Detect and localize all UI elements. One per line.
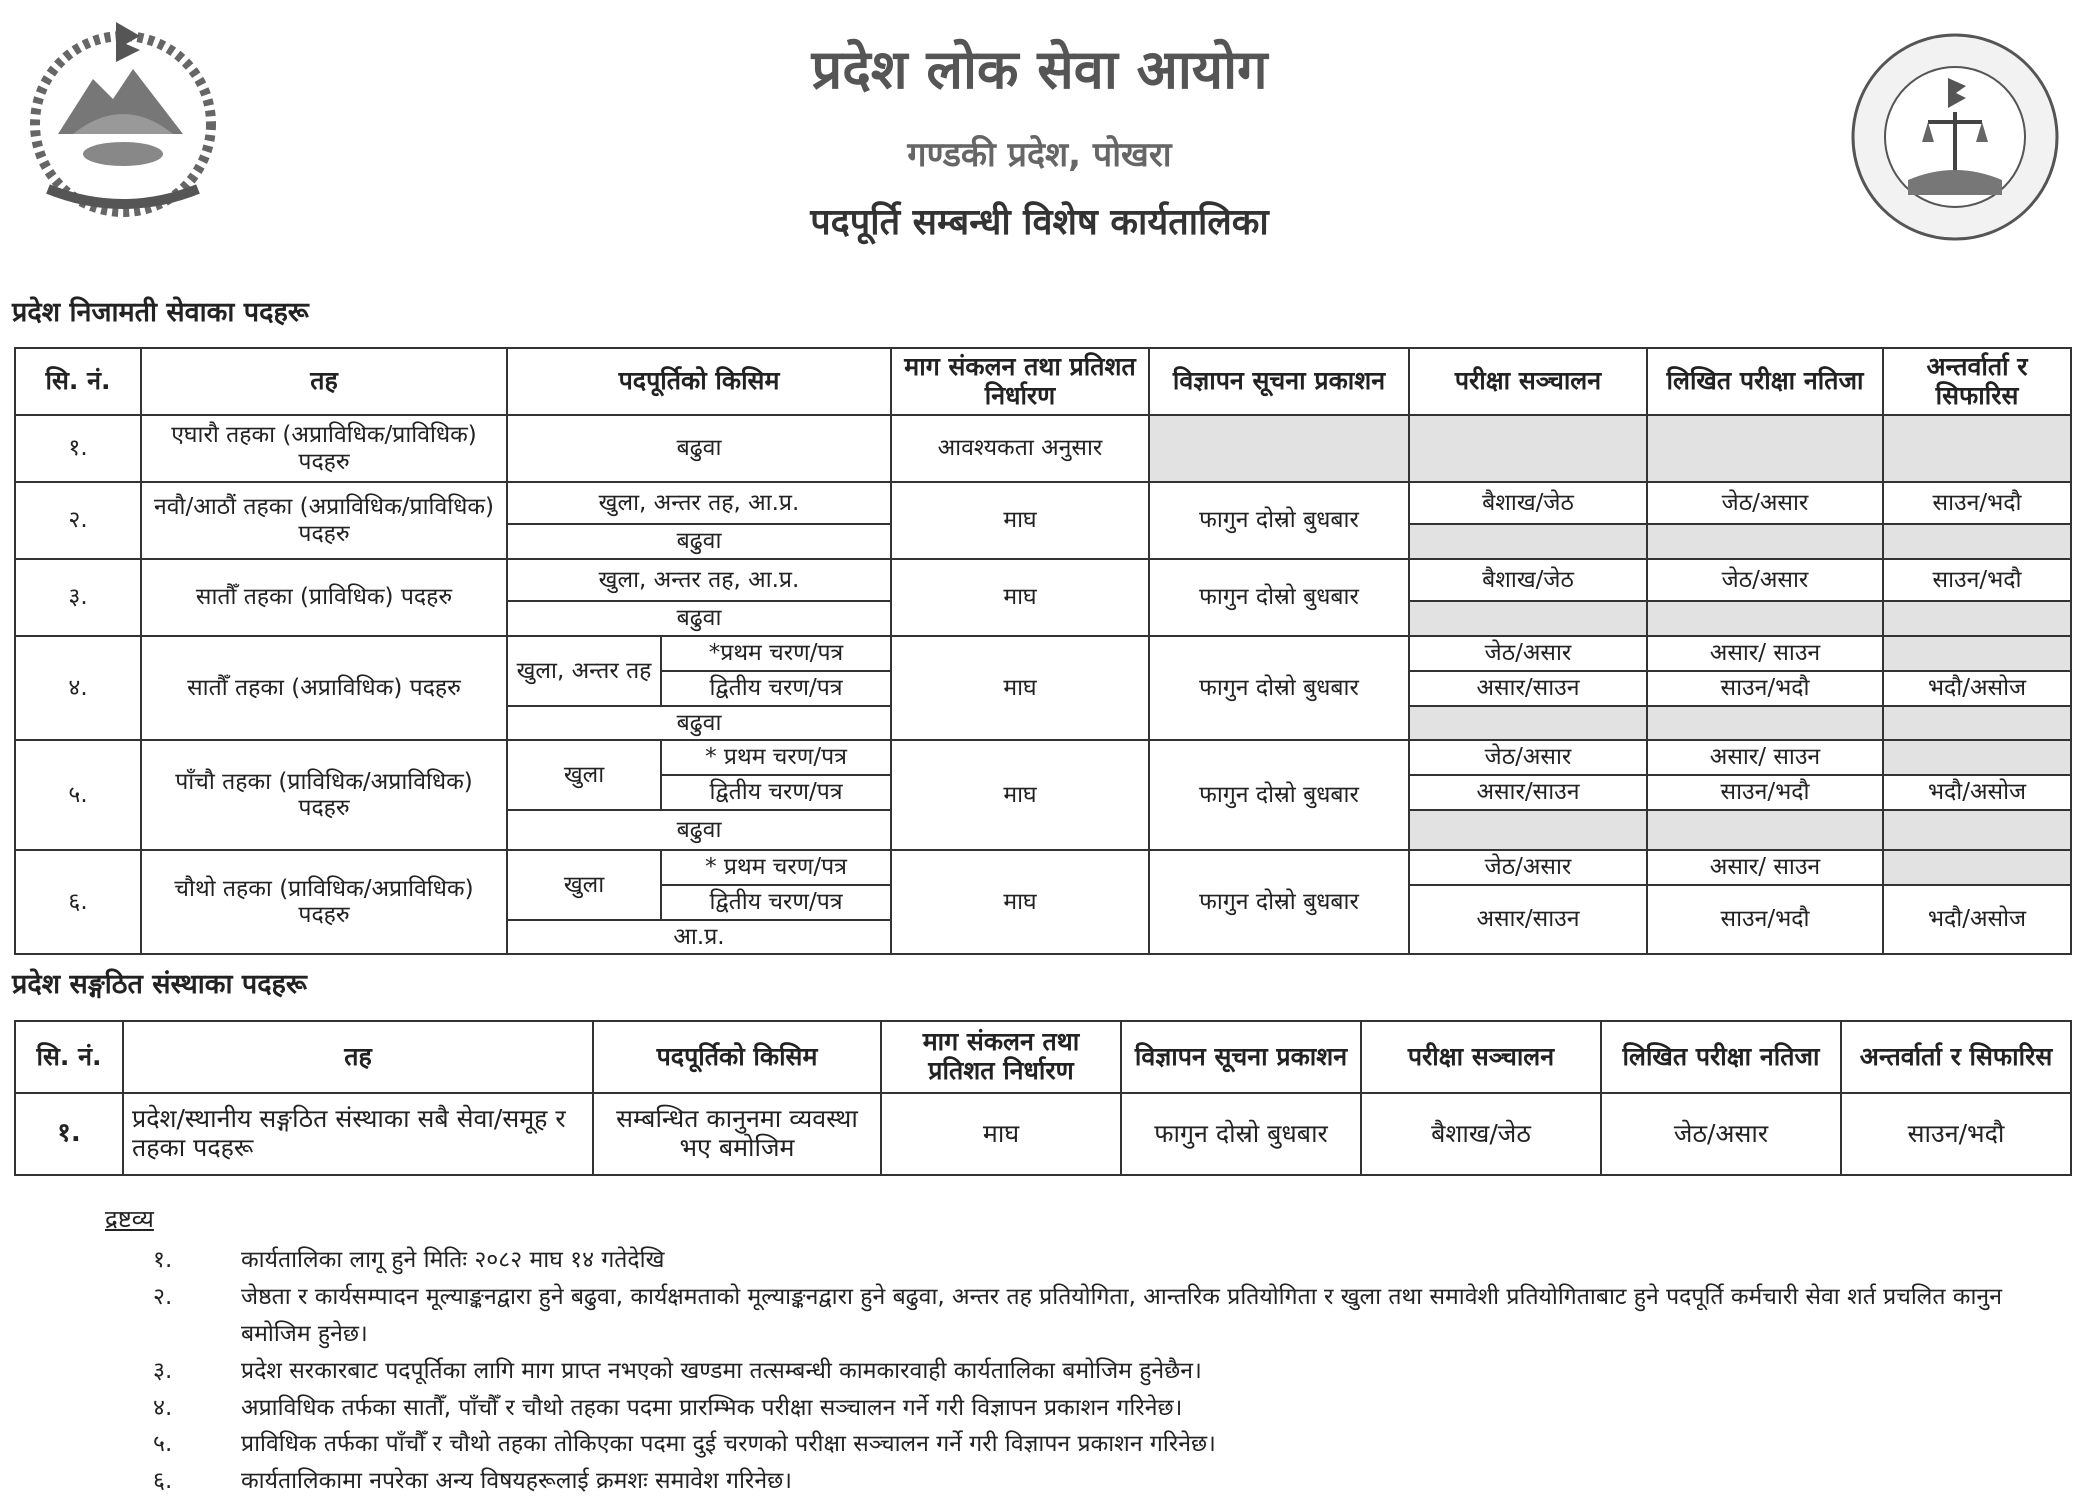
cell-demand: माघ	[891, 482, 1149, 559]
cell-empty	[1883, 415, 2071, 482]
col-header: अन्तर्वार्ता र सिफारिस	[1841, 1021, 2071, 1093]
cell-demand: माघ	[891, 740, 1149, 850]
cell-advert: फागुन दोस्रो बुधबार	[1149, 636, 1409, 740]
note-number: १.	[153, 1247, 173, 1274]
cell-type: बढुवा	[507, 524, 891, 559]
col-header: परीक्षा सञ्चालन	[1409, 348, 1647, 415]
note-text: कार्यतालिका लागू हुने मितिः २०८२ माघ १४ गतेदेखि	[241, 1247, 665, 1274]
note-number: ४.	[153, 1394, 173, 1421]
col-header: माग संकलन तथा प्रतिशत निर्धारण	[881, 1021, 1121, 1093]
col-header: लिखित परीक्षा नतिजा	[1601, 1021, 1841, 1093]
cell-result: साउन/भदौ	[1647, 775, 1883, 810]
page-subtitle: गण्डकी प्रदेश, पोखरा	[907, 135, 1172, 175]
col-header: तह	[123, 1021, 593, 1093]
cell-type-open: खुला	[507, 850, 661, 920]
cell-exam: बैशाख/जेठ	[1409, 482, 1647, 524]
table-row	[15, 850, 2071, 885]
cell-demand: माघ	[891, 850, 1149, 954]
organized-institutions-table	[14, 1020, 2072, 1176]
table-row	[15, 559, 2071, 601]
cell-empty	[1883, 850, 2071, 885]
cell-empty	[1883, 740, 2071, 775]
note-item	[105, 1463, 2065, 1500]
col-header: पदपूर्तिको किसिम	[507, 348, 891, 415]
cell-stage: * प्रथम चरण/पत्र	[661, 740, 891, 775]
cell-exam: जेठ/असार	[1409, 636, 1647, 671]
cell-demand: माघ	[881, 1093, 1121, 1175]
cell-empty	[1883, 810, 2071, 850]
col-header: पदपूर्तिको किसिम	[593, 1021, 881, 1093]
cell-advert: फागुन दोस्रो बुधबार	[1149, 740, 1409, 850]
notes-section	[105, 1200, 2065, 1500]
cell-result: असार/ साउन	[1647, 740, 1883, 775]
cell-demand: माघ	[891, 636, 1149, 740]
cell-stage: *प्रथम चरण/पत्र	[661, 636, 891, 671]
note-text: जेष्ठता र कार्यसम्पादन मूल्याङ्कनद्वारा हुने बढुवा, कार्यक्षमताको मूल्याङ्कनद्वारा हुने बढुवा, अन्तर तह प्रतियोगिता, आन्तरिक प्रतियोगिता र खुला तथा समावेशी प्रतियोगिताबाट हुने पदपूर्ति कर्मचारी सेवा शर्त प्रचलित कानुन बमोजिम हुनेछ।	[241, 1284, 2002, 1347]
col-header: विज्ञापन सूचना प्रकाशन	[1121, 1021, 1361, 1093]
cell-exam: जेठ/असार	[1409, 850, 1647, 885]
cell-sn: १.	[15, 415, 141, 482]
cell-level: एघारौ तहका (अप्राविधिक/प्राविधिक) पदहरु	[141, 415, 507, 482]
cell-level: नवौ/आठौं तहका (अप्राविधिक/प्राविधिक) पदहरु	[141, 482, 507, 559]
cell-result: साउन/भदौ	[1647, 885, 1883, 954]
cell-empty	[1883, 706, 2071, 740]
cell-exam: असार/साउन	[1409, 775, 1647, 810]
cell-result: साउन/भदौ	[1647, 671, 1883, 706]
cell-type: बढुवा	[507, 706, 891, 740]
cell-empty	[1647, 524, 1883, 559]
note-text: प्रदेश सरकारबाट पदपूर्तिका लागि माग प्राप्त नभएको खण्डमा तत्सम्बन्धी कामकारवाही कार्यतालिका बमोजिम हुनेछैन।	[241, 1357, 1202, 1384]
cell-result: जेठ/असार	[1647, 482, 1883, 524]
cell-sn: १.	[15, 1093, 123, 1175]
table-row	[15, 482, 2071, 524]
cell-exam: असार/साउन	[1409, 885, 1647, 954]
note-item	[105, 1353, 2065, 1390]
cell-exam: असार/साउन	[1409, 671, 1647, 706]
cell-type: सम्बन्धित कानुनमा व्यवस्था भए बमोजिम	[593, 1093, 881, 1175]
cell-demand: आवश्यकता अनुसार	[891, 415, 1149, 482]
note-item	[105, 1279, 2065, 1353]
note-text: अप्राविधिक तर्फका सातौँ, पाँचौँ र चौथो तहका पदमा प्रारम्भिक परीक्षा सञ्चालन गर्ने गरी विज्ञापन प्रकाशन गरिनेछ।	[241, 1394, 1183, 1421]
page-title: प्रदेश लोक सेवा आयोग	[811, 38, 1268, 101]
notes-title: द्रष्टव्य	[105, 1205, 154, 1233]
cell-type: बढुवा	[507, 601, 891, 636]
cell-empty	[1647, 601, 1883, 636]
cell-interview: भदौ/असोज	[1883, 671, 2071, 706]
cell-advert: फागुन दोस्रो बुधबार	[1149, 482, 1409, 559]
table-row	[15, 1093, 2071, 1175]
section-title-civil-service: प्रदेश निजामती सेवाका पदहरू	[12, 297, 309, 328]
cell-sn: ५.	[15, 740, 141, 850]
cell-sn: ३.	[15, 559, 141, 636]
table-row	[15, 636, 2071, 671]
col-header: परीक्षा सञ्चालन	[1361, 1021, 1601, 1093]
cell-stage: द्वितीय चरण/पत्र	[661, 775, 891, 810]
civil-service-schedule-table	[14, 347, 2072, 955]
cell-advert: फागुन दोस्रो बुधबार	[1121, 1093, 1361, 1175]
note-item	[105, 1242, 2065, 1279]
col-header: सि. नं.	[15, 1021, 123, 1093]
cell-exam: बैशाख/जेठ	[1409, 559, 1647, 601]
cell-result: असार/ साउन	[1647, 636, 1883, 671]
col-header: सि. नं.	[15, 348, 141, 415]
cell-demand: माघ	[891, 559, 1149, 636]
cell-level: चौथो तहका (प्राविधिक/अप्राविधिक) पदहरु	[141, 850, 507, 954]
cell-sn: ४.	[15, 636, 141, 740]
note-number: ६.	[153, 1468, 173, 1495]
cell-level: पाँचौ तहका (प्राविधिक/अप्राविधिक) पदहरु	[141, 740, 507, 850]
cell-level: सातौँ तहका (अप्राविधिक) पदहरु	[141, 636, 507, 740]
table-row	[15, 740, 2071, 775]
cell-result: असार/ साउन	[1647, 850, 1883, 885]
cell-exam: जेठ/असार	[1409, 740, 1647, 775]
cell-empty	[1409, 415, 1647, 482]
cell-advert: फागुन दोस्रो बुधबार	[1149, 850, 1409, 954]
cell-interview: साउन/भदौ	[1883, 482, 2071, 524]
col-header: तह	[141, 348, 507, 415]
col-header: लिखित परीक्षा नतिजा	[1647, 348, 1883, 415]
cell-type: बढुवा	[507, 415, 891, 482]
cell-stage: * प्रथम चरण/पत्र	[661, 850, 891, 885]
cell-interview: साउन/भदौ	[1841, 1093, 2071, 1175]
cell-stage: द्वितीय चरण/पत्र	[661, 885, 891, 920]
table-header-row	[15, 348, 2071, 415]
note-text: प्राविधिक तर्फका पाँचौँ र चौथो तहका तोकिएका पदमा दुई चरणको परीक्षा सञ्चालन गर्ने गरी विज्ञापन प्रकाशन गरिनेछ।	[241, 1431, 1216, 1458]
cell-type: खुला, अन्तर तह, आ.प्र.	[507, 559, 891, 601]
cell-stage: द्वितीय चरण/पत्र	[661, 671, 891, 706]
cell-interview: भदौ/असोज	[1883, 885, 2071, 954]
cell-empty	[1409, 706, 1647, 740]
cell-empty	[1409, 810, 1647, 850]
cell-level: प्रदेश/स्थानीय सङ्गठित संस्थाका सबै सेवा/समूह र तहका पदहरू	[123, 1093, 593, 1175]
cell-type: बढुवा	[507, 810, 891, 850]
col-header: अन्तर्वार्ता र सिफारिस	[1883, 348, 2071, 415]
page-heading: पदपूर्ति सम्बन्धी विशेष कार्यतालिका	[810, 202, 1269, 243]
table-header-row	[15, 1021, 2071, 1093]
cell-type: खुला, अन्तर तह, आ.प्र.	[507, 482, 891, 524]
cell-level: सातौँ तहका (प्राविधिक) पदहरु	[141, 559, 507, 636]
note-item	[105, 1390, 2065, 1427]
note-number: ५.	[153, 1431, 173, 1458]
note-number: २.	[153, 1284, 173, 1311]
cell-empty	[1149, 415, 1409, 482]
cell-empty	[1883, 601, 2071, 636]
cell-sn: २.	[15, 482, 141, 559]
cell-type: आ.प्र.	[507, 920, 891, 954]
cell-sn: ६.	[15, 850, 141, 954]
cell-exam: बैशाख/जेठ	[1361, 1093, 1601, 1175]
cell-type-open: खुला	[507, 740, 661, 810]
cell-empty	[1647, 415, 1883, 482]
cell-empty	[1647, 810, 1883, 850]
cell-interview: साउन/भदौ	[1883, 559, 2071, 601]
cell-interview: भदौ/असोज	[1883, 775, 2071, 810]
note-text: कार्यतालिकामा नपरेका अन्य विषयहरूलाई क्रमशः समावेश गरिनेछ।	[241, 1468, 792, 1495]
section-title-organized-institutions: प्रदेश सङ्गठित संस्थाका पदहरू	[12, 969, 307, 1000]
cell-result: जेठ/असार	[1601, 1093, 1841, 1175]
cell-empty	[1409, 601, 1647, 636]
col-header: विज्ञापन सूचना प्रकाशन	[1149, 348, 1409, 415]
note-number: ३.	[153, 1357, 173, 1384]
cell-empty	[1409, 524, 1647, 559]
table-row	[15, 415, 2071, 482]
note-item	[105, 1426, 2065, 1463]
cell-empty	[1647, 706, 1883, 740]
cell-result: जेठ/असार	[1647, 559, 1883, 601]
cell-type-open: खुला, अन्तर तह	[507, 636, 661, 706]
col-header: माग संकलन तथा प्रतिशत निर्धारण	[891, 348, 1149, 415]
cell-empty	[1883, 636, 2071, 671]
cell-advert: फागुन दोस्रो बुधबार	[1149, 559, 1409, 636]
cell-empty	[1883, 524, 2071, 559]
